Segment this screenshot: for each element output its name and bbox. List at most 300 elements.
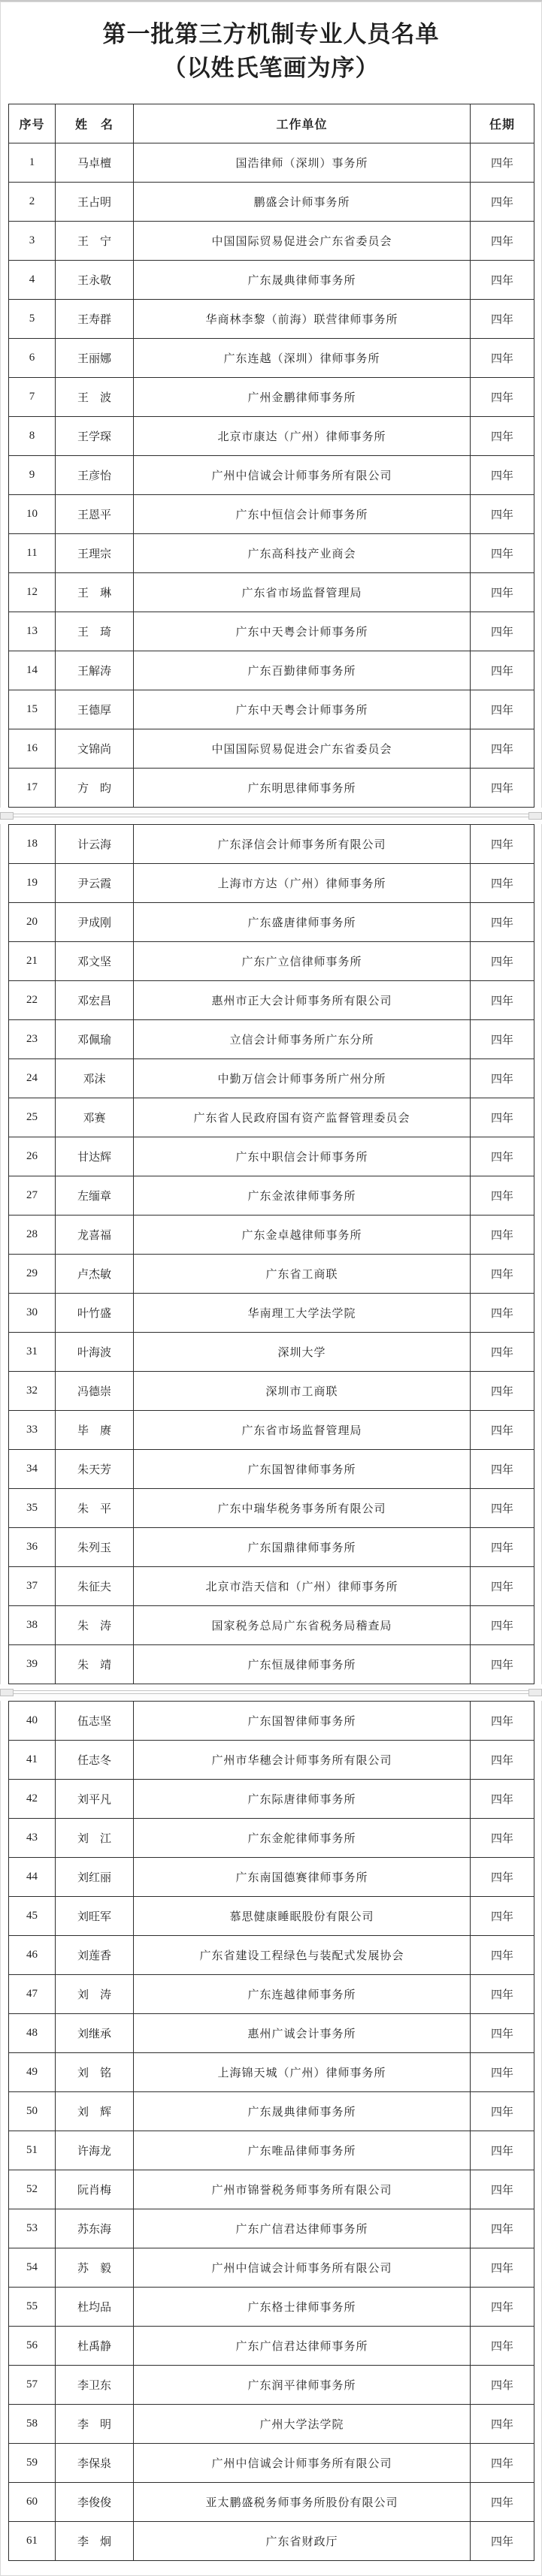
table-row: [9, 338, 534, 377]
table-row: [9, 1019, 534, 1058]
cell-term: 四年: [471, 768, 534, 807]
table-row: [9, 2365, 534, 2404]
cell-term: 四年: [471, 1215, 534, 1254]
document-title: [8, 6, 534, 104]
cell-name: 苏 毅: [56, 2248, 134, 2287]
table-row: [9, 1701, 534, 1740]
cell-term: 四年: [471, 1896, 534, 1935]
cell-org: 上海锦天城（广州）律师事务所: [134, 2052, 471, 2091]
cell-term: 四年: [471, 1137, 534, 1176]
table-row: [9, 1098, 534, 1137]
cell-term: 四年: [471, 612, 534, 651]
cell-name: 刘继承: [56, 2013, 134, 2052]
cell-term: 四年: [471, 2521, 534, 2560]
cell-name: 杜均品: [56, 2287, 134, 2326]
cell-org: 广州中信诚会计师事务所有限公司: [134, 2443, 471, 2482]
table-row: [9, 1566, 534, 1605]
cell-org: 广东中瑞华税务事务所有限公司: [134, 1488, 471, 1527]
cell-no: 49: [9, 2052, 56, 2091]
cell-no: 48: [9, 2013, 56, 2052]
cell-no: 28: [9, 1215, 56, 1254]
cell-org: 华南理工大学法学院: [134, 1293, 471, 1332]
cell-term: 四年: [471, 455, 534, 494]
table-row: [9, 1215, 534, 1254]
table-row: [9, 455, 534, 494]
cell-org: 广东唯品律师事务所: [134, 2131, 471, 2170]
col-header-name: 姓 名: [56, 104, 134, 143]
cell-org: 广州金鹏律师事务所: [134, 377, 471, 416]
cell-name: 卢杰敏: [56, 1254, 134, 1293]
page-break-rule: [0, 1690, 542, 1694]
cell-org: 广东金浓律师事务所: [134, 1176, 471, 1215]
cell-org: 广东际唐律师事务所: [134, 1779, 471, 1818]
table-row: [9, 1857, 534, 1896]
table-row: [9, 941, 534, 980]
cell-name: 叶竹盛: [56, 1293, 134, 1332]
page-edge-notch-right: [528, 1689, 542, 1696]
cell-no: 11: [9, 533, 56, 572]
cell-name: 李卫东: [56, 2365, 134, 2404]
cell-org: 深圳大学: [134, 1332, 471, 1371]
cell-org: 广东中天粤会计师事务所: [134, 690, 471, 729]
table-row: [9, 1488, 534, 1527]
col-header-org: 工作单位: [134, 104, 471, 143]
cell-no: 38: [9, 1605, 56, 1644]
table-row: [9, 1527, 534, 1566]
cell-term: 四年: [471, 1818, 534, 1857]
cell-term: 四年: [471, 1488, 534, 1527]
cell-no: 10: [9, 494, 56, 533]
table-row: [9, 1410, 534, 1449]
cell-term: 四年: [471, 1098, 534, 1137]
table-row: [9, 690, 534, 729]
cell-no: 31: [9, 1332, 56, 1371]
cell-term: 四年: [471, 941, 534, 980]
cell-name: 朱 涛: [56, 1605, 134, 1644]
roster-table-part-3: [8, 1701, 534, 2561]
cell-name: 尹成刚: [56, 902, 134, 941]
cell-name: 朱征夫: [56, 1566, 134, 1605]
cell-term: 四年: [471, 902, 534, 941]
cell-no: 19: [9, 863, 56, 902]
cell-no: 34: [9, 1449, 56, 1488]
cell-name: 冯德崇: [56, 1371, 134, 1410]
cell-org: 广东连越（深圳）律师事务所: [134, 338, 471, 377]
table-row: [9, 1740, 534, 1779]
table-row: [9, 182, 534, 221]
cell-no: 5: [9, 299, 56, 338]
cell-org: 广东泽信会计师事务所有限公司: [134, 824, 471, 863]
cell-name: 朱 靖: [56, 1644, 134, 1684]
cell-no: 37: [9, 1566, 56, 1605]
cell-name: 许海龙: [56, 2131, 134, 2170]
cell-name: 刘旺军: [56, 1896, 134, 1935]
cell-org: 广东金舵律师事务所: [134, 1818, 471, 1857]
cell-name: 龙喜福: [56, 1215, 134, 1254]
cell-name: 刘 涛: [56, 1974, 134, 2013]
table-row: [9, 2482, 534, 2521]
cell-name: 左缅章: [56, 1176, 134, 1215]
title-line-1: 第一批第三方机制专业人员名单: [102, 21, 440, 47]
table-row: [9, 1332, 534, 1371]
cell-org: 广东南国德赛律师事务所: [134, 1857, 471, 1896]
table-row: [9, 299, 534, 338]
cell-name: 刘 辉: [56, 2091, 134, 2131]
cell-term: 四年: [471, 1410, 534, 1449]
cell-name: 伍志坚: [56, 1701, 134, 1740]
cell-org: 广州中信诚会计师事务所有限公司: [134, 2248, 471, 2287]
cell-term: 四年: [471, 2482, 534, 2521]
cell-no: 20: [9, 902, 56, 941]
cell-name: 李保泉: [56, 2443, 134, 2482]
cell-no: 61: [9, 2521, 56, 2560]
cell-org: 慕思健康睡眠股份有限公司: [134, 1896, 471, 1935]
table-row: [9, 2443, 534, 2482]
header-row: [9, 104, 534, 143]
table-row: [9, 1058, 534, 1098]
table-row: [9, 2052, 534, 2091]
cell-term: 四年: [471, 2091, 534, 2131]
cell-term: 四年: [471, 338, 534, 377]
cell-name: 朱 平: [56, 1488, 134, 1527]
table-row: [9, 2091, 534, 2131]
page-edge-notch-right: [528, 812, 542, 820]
cell-org: 上海市方达（广州）律师事务所: [134, 863, 471, 902]
cell-name: 王永敬: [56, 260, 134, 299]
cell-org: 广东百勤律师事务所: [134, 651, 471, 690]
cell-term: 四年: [471, 2131, 534, 2170]
table-row: [9, 651, 534, 690]
cell-no: 25: [9, 1098, 56, 1137]
table-row: [9, 1254, 534, 1293]
cell-org: 北京市康达（广州）律师事务所: [134, 416, 471, 455]
cell-org: 广东国智律师事务所: [134, 1701, 471, 1740]
cell-term: 四年: [471, 863, 534, 902]
cell-name: 邓沫: [56, 1058, 134, 1098]
cell-term: 四年: [471, 377, 534, 416]
cell-no: 44: [9, 1857, 56, 1896]
cell-name: 李 明: [56, 2404, 134, 2443]
cell-no: 2: [9, 182, 56, 221]
cell-term: 四年: [471, 1779, 534, 1818]
cell-name: 王德厚: [56, 690, 134, 729]
table-row: [9, 2326, 534, 2365]
cell-term: 四年: [471, 1293, 534, 1332]
cell-org: 广东恒晟律师事务所: [134, 1644, 471, 1684]
cell-name: 文锦尚: [56, 729, 134, 768]
cell-org: 广东省市场监督管理局: [134, 1410, 471, 1449]
table-row: [9, 612, 534, 651]
page-break-divider: [0, 808, 542, 824]
cell-no: 46: [9, 1935, 56, 1974]
cell-org: 中国国际贸易促进会广东省委员会: [134, 221, 471, 260]
cell-no: 30: [9, 1293, 56, 1332]
cell-name: 李俊俊: [56, 2482, 134, 2521]
cell-no: 32: [9, 1371, 56, 1410]
cell-no: 56: [9, 2326, 56, 2365]
cell-org: 广州市华穗会计师事务所有限公司: [134, 1740, 471, 1779]
cell-no: 23: [9, 1019, 56, 1058]
cell-name: 刘 铭: [56, 2052, 134, 2091]
table-row: [9, 2170, 534, 2209]
cell-no: 26: [9, 1137, 56, 1176]
cell-no: 12: [9, 572, 56, 612]
cell-no: 1: [9, 143, 56, 182]
cell-org: 国家税务总局广东省税务局稽查局: [134, 1605, 471, 1644]
cell-no: 54: [9, 2248, 56, 2287]
cell-term: 四年: [471, 651, 534, 690]
cell-org: 广东晟典律师事务所: [134, 260, 471, 299]
cell-name: 朱天芳: [56, 1449, 134, 1488]
cell-term: 四年: [471, 2013, 534, 2052]
table-row: [9, 1176, 534, 1215]
cell-org: 广东广立信律师事务所: [134, 941, 471, 980]
cell-term: 四年: [471, 572, 534, 612]
cell-org: 广东广信君达律师事务所: [134, 2326, 471, 2365]
cell-org: 国浩律师（深圳）事务所: [134, 143, 471, 182]
table-row: [9, 1137, 534, 1176]
cell-name: 朱列玉: [56, 1527, 134, 1566]
table-row: [9, 1974, 534, 2013]
cell-name: 王恩平: [56, 494, 134, 533]
cell-term: 四年: [471, 533, 534, 572]
cell-name: 邓佩瑜: [56, 1019, 134, 1058]
cell-no: 13: [9, 612, 56, 651]
cell-no: 33: [9, 1410, 56, 1449]
cell-term: 四年: [471, 824, 534, 863]
cell-term: 四年: [471, 1857, 534, 1896]
cell-term: 四年: [471, 2326, 534, 2365]
cell-org: 广东中恒信会计师事务所: [134, 494, 471, 533]
cell-term: 四年: [471, 2287, 534, 2326]
cell-name: 杜禹静: [56, 2326, 134, 2365]
cell-org: 广东中天粤会计师事务所: [134, 612, 471, 651]
cell-term: 四年: [471, 2443, 534, 2482]
table-row: [9, 1779, 534, 1818]
cell-term: 四年: [471, 2365, 534, 2404]
cell-no: 55: [9, 2287, 56, 2326]
cell-term: 四年: [471, 1701, 534, 1740]
title-line-2: （以姓氏笔画为序）: [162, 54, 380, 81]
cell-no: 22: [9, 980, 56, 1019]
cell-name: 刘莲香: [56, 1935, 134, 1974]
cell-term: 四年: [471, 1332, 534, 1371]
cell-no: 27: [9, 1176, 56, 1215]
table-row: [9, 221, 534, 260]
cell-org: 广东高科技产业商会: [134, 533, 471, 572]
table-row: [9, 1644, 534, 1684]
col-header-term: 任期: [471, 104, 534, 143]
cell-org: 立信会计师事务所广东分所: [134, 1019, 471, 1058]
cell-no: 4: [9, 260, 56, 299]
table-row: [9, 533, 534, 572]
cell-name: 邓文坚: [56, 941, 134, 980]
cell-org: 广东国鼎律师事务所: [134, 1527, 471, 1566]
table-row: [9, 2013, 534, 2052]
cell-no: 41: [9, 1740, 56, 1779]
cell-org: 中国国际贸易促进会广东省委员会: [134, 729, 471, 768]
cell-term: 四年: [471, 1974, 534, 2013]
cell-no: 50: [9, 2091, 56, 2131]
cell-term: 四年: [471, 729, 534, 768]
cell-org: 广州大学法学院: [134, 2404, 471, 2443]
cell-term: 四年: [471, 1566, 534, 1605]
cell-name: 邓宏昌: [56, 980, 134, 1019]
cell-no: 29: [9, 1254, 56, 1293]
cell-name: 叶海波: [56, 1332, 134, 1371]
cell-term: 四年: [471, 182, 534, 221]
cell-name: 刘 江: [56, 1818, 134, 1857]
col-header-no: 序号: [9, 104, 56, 143]
roster-table-part-1: [8, 104, 534, 808]
cell-no: 42: [9, 1779, 56, 1818]
cell-name: 方 昀: [56, 768, 134, 807]
cell-no: 43: [9, 1818, 56, 1857]
cell-term: 四年: [471, 1254, 534, 1293]
cell-org: 广东连越律师事务所: [134, 1974, 471, 2013]
table-row: [9, 1605, 534, 1644]
table-row: [9, 863, 534, 902]
cell-no: 6: [9, 338, 56, 377]
cell-no: 8: [9, 416, 56, 455]
cell-org: 广州市锦誉税务师事务所有限公司: [134, 2170, 471, 2209]
cell-org: 广东中职信会计师事务所: [134, 1137, 471, 1176]
table-row: [9, 2404, 534, 2443]
cell-no: 7: [9, 377, 56, 416]
cell-no: 39: [9, 1644, 56, 1684]
cell-name: 甘达辉: [56, 1137, 134, 1176]
cell-term: 四年: [471, 690, 534, 729]
cell-no: 47: [9, 1974, 56, 2013]
table-row: [9, 1371, 534, 1410]
cell-term: 四年: [471, 143, 534, 182]
table-row: [9, 902, 534, 941]
cell-org: 深圳市工商联: [134, 1371, 471, 1410]
cell-no: 53: [9, 2209, 56, 2248]
cell-org: 北京市浩天信和（广州）律师事务所: [134, 1566, 471, 1605]
cell-org: 广东省建设工程绿色与装配式发展协会: [134, 1935, 471, 1974]
cell-org: 惠州市正大会计师事务所有限公司: [134, 980, 471, 1019]
cell-no: 15: [9, 690, 56, 729]
cell-no: 24: [9, 1058, 56, 1098]
cell-org: 广东润平律师事务所: [134, 2365, 471, 2404]
cell-name: 邓赛: [56, 1098, 134, 1137]
cell-org: 广东金卓越律师事务所: [134, 1215, 471, 1254]
cell-org: 广东省财政厅: [134, 2521, 471, 2560]
cell-name: 王学琛: [56, 416, 134, 455]
cell-name: 任志冬: [56, 1740, 134, 1779]
cell-no: 14: [9, 651, 56, 690]
cell-org: 广东盛唐律师事务所: [134, 902, 471, 941]
table-row: [9, 824, 534, 863]
table-row: [9, 1818, 534, 1857]
cell-term: 四年: [471, 1449, 534, 1488]
table-row: [9, 416, 534, 455]
table-row: [9, 494, 534, 533]
cell-org: 广东省工商联: [134, 1254, 471, 1293]
cell-name: 王彦怡: [56, 455, 134, 494]
cell-term: 四年: [471, 1527, 534, 1566]
cell-name: 阮肖梅: [56, 2170, 134, 2209]
cell-name: 王理宗: [56, 533, 134, 572]
cell-org: 广东晟典律师事务所: [134, 2091, 471, 2131]
roster-table-part-2: [8, 824, 534, 1684]
table-row: [9, 572, 534, 612]
table-row: [9, 143, 534, 182]
cell-name: 王 琦: [56, 612, 134, 651]
cell-no: 17: [9, 768, 56, 807]
cell-name: 王 琳: [56, 572, 134, 612]
cell-name: 马卓檀: [56, 143, 134, 182]
table-row: [9, 1935, 534, 1974]
cell-org: 广东省人民政府国有资产监督管理委员会: [134, 1098, 471, 1137]
roster-table-container: [8, 104, 534, 2561]
cell-name: 王 宁: [56, 221, 134, 260]
cell-org: 惠州广诚会计事务所: [134, 2013, 471, 2052]
cell-no: 3: [9, 221, 56, 260]
cell-no: 18: [9, 824, 56, 863]
cell-no: 59: [9, 2443, 56, 2482]
page-edge-notch-left: [0, 1689, 14, 1696]
cell-term: 四年: [471, 2052, 534, 2091]
cell-org: 广东明思律师事务所: [134, 768, 471, 807]
cell-term: 四年: [471, 221, 534, 260]
cell-term: 四年: [471, 2248, 534, 2287]
cell-no: 40: [9, 1701, 56, 1740]
cell-name: 王寿群: [56, 299, 134, 338]
table-row: [9, 2131, 534, 2170]
page-edge-notch-left: [0, 812, 14, 820]
table-row: [9, 1449, 534, 1488]
page-break-rule: [0, 814, 542, 817]
cell-term: 四年: [471, 980, 534, 1019]
cell-org: 鹏盛会计师事务所: [134, 182, 471, 221]
cell-term: 四年: [471, 1058, 534, 1098]
cell-no: 51: [9, 2131, 56, 2170]
cell-name: 毕 赓: [56, 1410, 134, 1449]
table-row: [9, 729, 534, 768]
cell-no: 58: [9, 2404, 56, 2443]
cell-term: 四年: [471, 416, 534, 455]
cell-term: 四年: [471, 260, 534, 299]
cell-name: 王丽娜: [56, 338, 134, 377]
cell-no: 57: [9, 2365, 56, 2404]
table-row: [9, 980, 534, 1019]
cell-term: 四年: [471, 494, 534, 533]
cell-no: 36: [9, 1527, 56, 1566]
table-row: [9, 2521, 534, 2560]
cell-org: 华商林李黎（前海）联营律师事务所: [134, 299, 471, 338]
table-row: [9, 2287, 534, 2326]
cell-org: 广州中信诚会计师事务所有限公司: [134, 455, 471, 494]
cell-name: 刘红丽: [56, 1857, 134, 1896]
cell-term: 四年: [471, 1644, 534, 1684]
cell-term: 四年: [471, 1935, 534, 1974]
cell-name: 王解涛: [56, 651, 134, 690]
cell-term: 四年: [471, 1019, 534, 1058]
cell-name: 计云海: [56, 824, 134, 863]
table-row: [9, 768, 534, 807]
cell-term: 四年: [471, 1176, 534, 1215]
cell-org: 广东省市场监督管理局: [134, 572, 471, 612]
cell-name: 王占明: [56, 182, 134, 221]
table-row: [9, 377, 534, 416]
cell-no: 21: [9, 941, 56, 980]
cell-name: 刘平凡: [56, 1779, 134, 1818]
cell-org: 广东广信君达律师事务所: [134, 2209, 471, 2248]
cell-term: 四年: [471, 299, 534, 338]
cell-org: 亚太鹏盛税务师事务所股份有限公司: [134, 2482, 471, 2521]
